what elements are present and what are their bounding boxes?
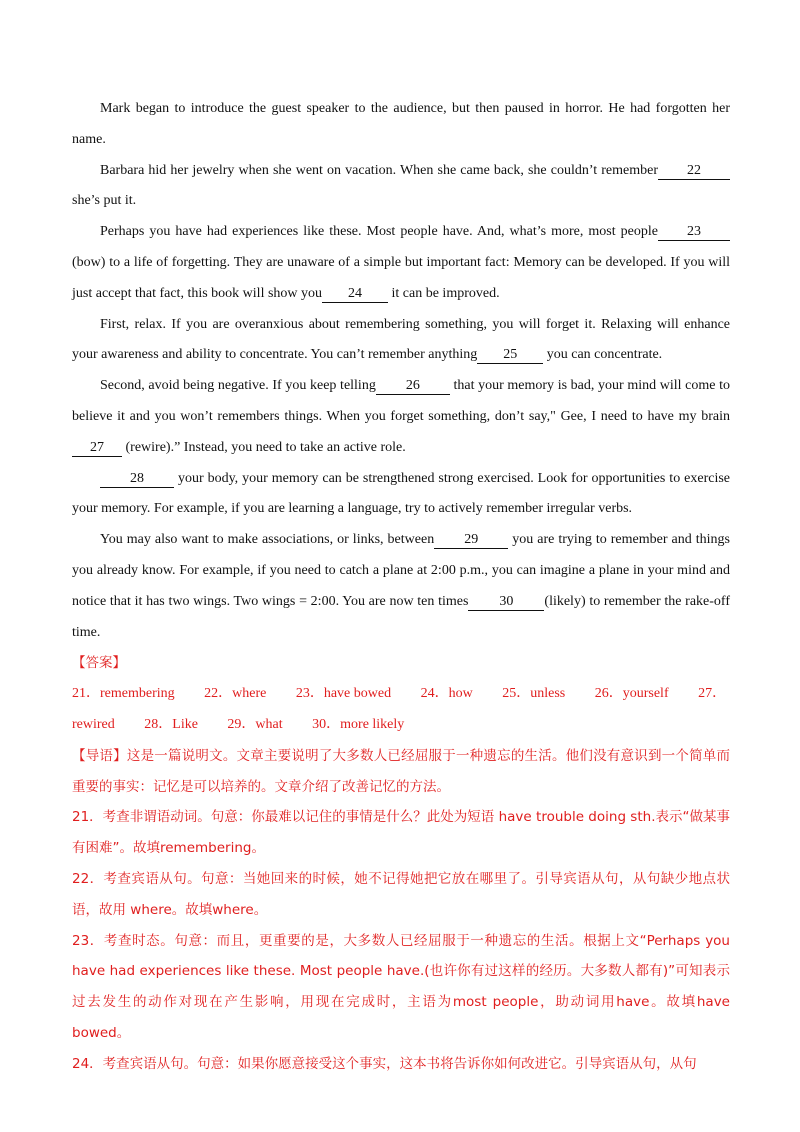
blank-24: 24 <box>322 286 388 303</box>
paragraph-1-text: Mark began to introduce the guest speaker to the audience, but then paused in horror. He had forgotten her name. <box>72 101 730 147</box>
paragraph-4-text-b: you can concentrate. <box>546 347 663 363</box>
blank-22: 22 <box>658 163 730 180</box>
answer-item: 27． <box>698 686 727 702</box>
paragraph-2 <box>72 156 730 218</box>
blank-26: 26 <box>376 378 450 395</box>
paragraph-4 <box>72 310 730 372</box>
blank-30: 30 <box>468 594 544 611</box>
paragraph-5-text-c: (rewire).” Instead, you need to take an active role. <box>125 439 406 455</box>
explanation-22: 22．考查宾语从句。句意：当她回来的时候，她不记得她把它放在哪里了。引导宾语从句，从句缺少地点状语，故用 where。故填where。 <box>72 870 730 918</box>
answer-heading: 【答案】 <box>72 655 126 672</box>
paragraph-3 <box>72 217 730 309</box>
paragraph-1 <box>72 94 730 156</box>
answer-item: 23．have bowed <box>295 686 392 702</box>
paragraph-3-text-a: Perhaps you have had experiences like these. Most people have. And, what’s more, most people <box>100 224 658 240</box>
paragraph-2-text-b: she’s put it. <box>72 193 137 209</box>
blank-23: 23 <box>658 224 730 241</box>
explanation-23: 23．考查时态。句意：而且，更重要的是，大多数人已经屈服于一种遗忘的生活。根据上文“Perhaps you have had experiences like these. Most people have.(也许你有过这样的经历。大多数人都有)”可知表示过去发生的动作对现在产生影响，用现在完成时，主语为most people，助动词用have。故填have bowed。 <box>72 932 730 1041</box>
answer-item: 25．unless <box>502 686 566 702</box>
explanation-21: 21．考查非谓语动词。句意：你最难以记住的事情是什么？此处为短语 have trouble doing sth.表示“做某事有困难”。故填remembering。 <box>72 809 730 857</box>
paragraph-5-text-b: that your memory is bad, your mind will come to believe it and you won’t remembers things. When you forget something, don’t say," Gee, I need to have my brain <box>72 378 730 424</box>
answer-item: 24．how <box>420 686 473 702</box>
guide-heading: 【导语】 <box>72 747 127 764</box>
blank-28: 28 <box>100 471 174 488</box>
answer-item: 22．where <box>204 686 267 702</box>
paragraph-5 <box>72 371 730 463</box>
answer-list <box>72 679 730 741</box>
paragraph-4-text-a: First, relax. If you are overanxious about remembering something, you will forget it. Relaxing will enhance your awareness and ability to concentrate. You can’t remember anything <box>72 316 730 363</box>
answer-item: 29．what <box>227 716 283 732</box>
answer-item: 28．Like <box>144 716 198 732</box>
answer-item: 26．yourself <box>594 686 669 702</box>
paragraph-7-text-a: You may also want to make associations, or links, between <box>100 532 435 548</box>
paragraph-7-text-b: you are trying to remember and things you already know. For example, if you need to catch a plane at 2:00 p.m., you can imagine a plane in your mind and notice that it has two wings. Two wings = 2:00. You are now ten times <box>72 532 730 609</box>
blank-29: 29 <box>434 532 508 549</box>
explanation-24: 24．考查宾语从句。句意：如果你愿意接受这个事实，这本书将告诉你如何改进它。引导宾语从句，从句 <box>72 1055 697 1072</box>
answer-item: 21．remembering <box>72 686 175 702</box>
paragraph-3-text-b: (bow) to a life of forgetting. They are unaware of a simple but important fact: Memory can be developed. If you will just accept that fact, this book will show you <box>72 254 730 301</box>
paragraph-2-text-a: Barbara hid her jewelry when she went on vacation. When she came back, she couldn’t remember <box>100 162 658 178</box>
blank-27: 27 <box>72 440 122 457</box>
guide-paragraph <box>72 741 730 803</box>
paragraph-7 <box>72 525 730 648</box>
answer-item: rewired <box>72 716 115 732</box>
paragraph-6-text: your body, your memory can be strengthened strong exercised. Look for opportunities to exercise your memory. For example, if you are learning a language, try to actively remember irregular verbs. <box>72 470 731 517</box>
guide-text: 这是一篇说明文。文章主要说明了大多数人已经屈服于一种遗忘的生活。他们没有意识到一个简单而重要的事实：记忆是可以培养的。文章介绍了改善记忆的方法。 <box>72 747 731 795</box>
paragraph-3-text-c: it can be improved. <box>391 285 500 301</box>
paragraph-5-text-a: Second, avoid being negative. If you keep telling <box>100 378 376 394</box>
paragraph-7-text-c: (likely) to remember the rake-off time. <box>72 593 730 640</box>
answer-item: 30．more likely <box>312 716 405 732</box>
paragraph-6 <box>72 464 730 526</box>
blank-25: 25 <box>477 347 543 364</box>
